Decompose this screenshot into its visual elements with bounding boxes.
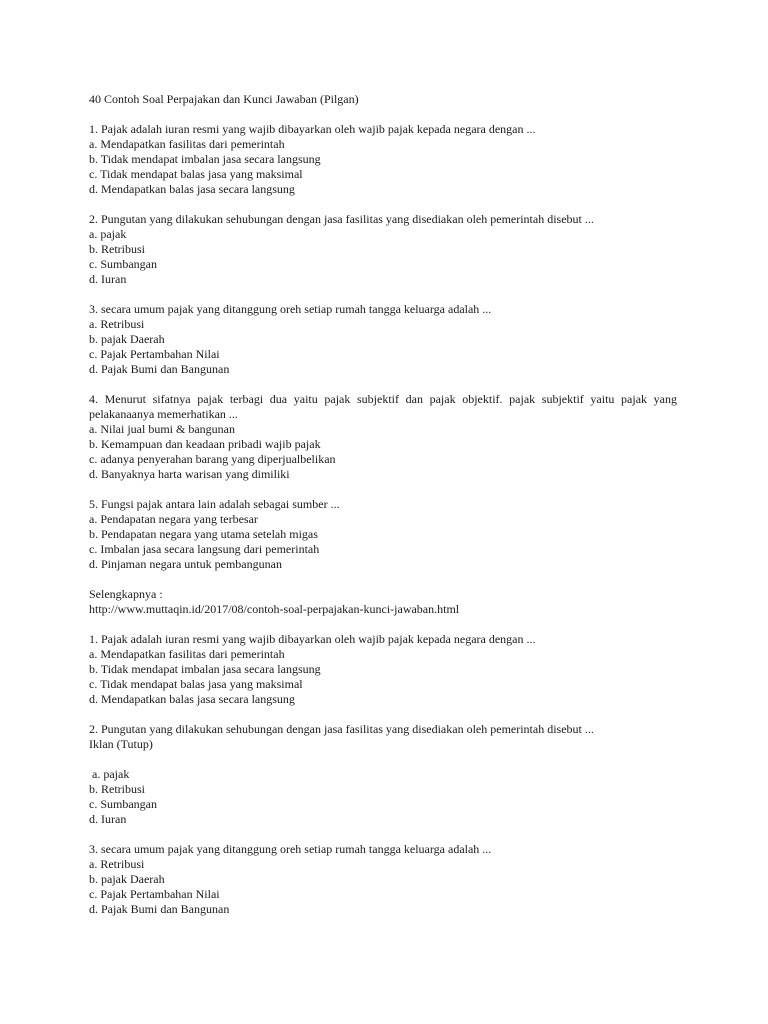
- option-c: c. Tidak mendapat balas jasa yang maksimal: [89, 677, 303, 691]
- option-d: d. Iuran: [89, 812, 127, 826]
- option-a: a. pajak: [92, 767, 130, 781]
- option-a: a. Mendapatkan fasilitas dari pemerintah: [89, 647, 285, 661]
- option-b: b. Tidak mendapat imbalan jasa secara langsung: [89, 152, 321, 166]
- question-4-line-2: pelakanaanya memerhatikan ...: [89, 407, 238, 421]
- option-b: b. Pendapatan negara yang utama setelah migas: [89, 527, 318, 541]
- option-d: d. Iuran: [89, 272, 127, 286]
- option-a: a. pajak: [89, 227, 127, 241]
- option-d: d. Banyaknya harta warisan yang dimiliki: [89, 467, 290, 481]
- option-c: c. Imbalan jasa secara langsung dari pemerintah: [89, 542, 320, 556]
- option-b: b. Retribusi: [89, 242, 145, 256]
- option-c: c. Pajak Pertambahan Nilai: [89, 887, 220, 901]
- option-b: b. pajak Daerah: [89, 872, 165, 886]
- option-a: a. Nilai jual bumi & bangunan: [89, 422, 235, 436]
- option-d: d. Mendapatkan balas jasa secara langsung: [89, 182, 295, 196]
- source-url: http://www.muttaqin.id/2017/08/contoh-soal-perpajakan-kunci-jawaban.html: [89, 602, 460, 616]
- question-2: 2. Pungutan yang dilakukan sehubungan dengan jasa fasilitas yang disediakan oleh pemerintah disebut ...: [89, 212, 594, 226]
- question-3: 3. secara umum pajak yang ditanggung oreh setiap rumah tangga keluarga adalah ...: [89, 302, 492, 316]
- option-a: a. Pendapatan negara yang terbesar: [89, 512, 258, 526]
- option-b: b. Tidak mendapat imbalan jasa secara langsung: [89, 662, 321, 676]
- more-label: Selengkapnya :: [89, 587, 163, 601]
- option-d: d. Pajak Bumi dan Bangunan: [89, 362, 230, 376]
- question-1: 1. Pajak adalah iuran resmi yang wajib dibayarkan oleh wajib pajak kepada negara dengan ...: [89, 632, 536, 646]
- option-b: b. pajak Daerah: [89, 332, 165, 346]
- option-a: a. Mendapatkan fasilitas dari pemerintah: [89, 137, 285, 151]
- option-b: b. Kemampuan dan keadaan pribadi wajib pajak: [89, 437, 321, 451]
- document-title: 40 Contoh Soal Perpajakan dan Kunci Jawaban (Pilgan): [89, 92, 359, 106]
- option-d: d. Pinjaman negara untuk pembangunan: [89, 557, 282, 571]
- option-c: c. Sumbangan: [89, 797, 157, 811]
- option-b: b. Retribusi: [89, 782, 145, 796]
- option-d: d. Pajak Bumi dan Bangunan: [89, 902, 230, 916]
- option-c: c. Tidak mendapat balas jasa yang maksimal: [89, 167, 303, 181]
- option-a: a. Retribusi: [89, 317, 145, 331]
- question-5: 5. Fungsi pajak antara lain adalah sebagai sumber ...: [89, 497, 340, 511]
- option-c: c. Pajak Pertambahan Nilai: [89, 347, 220, 361]
- question-3: 3. secara umum pajak yang ditanggung oreh setiap rumah tangga keluarga adalah ...: [89, 842, 492, 856]
- option-c: c. adanya penyerahan barang yang diperjualbelikan: [89, 452, 336, 466]
- option-a: a. Retribusi: [89, 857, 145, 871]
- option-c: c. Sumbangan: [89, 257, 157, 271]
- question-4-line-1: 4. Menurut sifatnya pajak terbagi dua yaitu pajak subjektif dan pajak objektif. pajak subjektif yaitu pajak yang: [89, 392, 677, 406]
- ad-label: Iklan (Tutup): [89, 737, 153, 751]
- option-d: d. Mendapatkan balas jasa secara langsung: [89, 692, 295, 706]
- question-2: 2. Pungutan yang dilakukan sehubungan dengan jasa fasilitas yang disediakan oleh pemerintah disebut ...: [89, 722, 594, 736]
- question-1: 1. Pajak adalah iuran resmi yang wajib dibayarkan oleh wajib pajak kepada negara dengan ...: [89, 122, 536, 136]
- document-content: [89, 92, 677, 917]
